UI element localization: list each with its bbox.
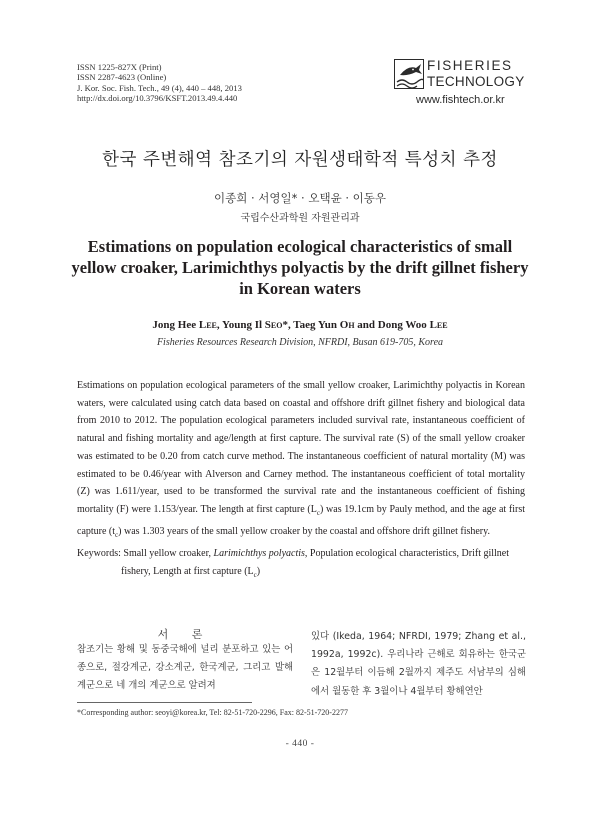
issn-online: ISSN 2287-4623 (Online) bbox=[77, 72, 167, 83]
intro-left-column: 참조기는 황해 및 동중국해에 널리 분포하고 있는 어종으로, 절강계군, 강소계군, 한국계군, 그리고 발해계군으로 네 개의 계군으로 알려져 bbox=[77, 644, 293, 692]
issn-print: ISSN 1225-827X (Print) bbox=[77, 62, 162, 72]
keywords: Keywords: Small yellow croaker, Larimichthys polyactis, Population ecological characteristics, Drift gillnet fishery, Length at first capture $(L_c)$ bbox=[77, 548, 510, 579]
korean-affiliation: 국립수산과학원 자원관리과 bbox=[240, 213, 360, 224]
page-number: - 440 - bbox=[285, 739, 315, 749]
journal-logo bbox=[394, 57, 530, 107]
doi-link[interactable]: http://dx.doi.org/10.3796/KSFT.2013.49.4.440 bbox=[77, 93, 238, 104]
abstract: Estimations on population ecological parameters of the small yellow croaker, Larimichthy polyactis in Korean waters, were calculated using catch data based on coastal and offshore drift gillnet fishery and biological data from 2010 to 2012. The population ecological parameters included survival rate, instantaneous coefficient of natural and fishing mortality and age/length at first capture. The survival rate (S) of the small yellow croaker was estimated to be 0.20 from catch curve method. The instantaneous coefficient of natural mortality (M) was estimated to be 0.46/year with Alverson and Carney method. The instantaneous coefficient of total mortality (Z) was 1.611/year, used to be transformed the survival rate and the instantaneous coefficient of fishing mortality (F) were 1.153/year. The length at first capture $(L_c)$ was 19.1cm by Pauly method, and the age at first capture $(t_c)$ was 1.303 years of the small yellow croaker by the coastal and offshore drift gillnet fishery. bbox=[77, 380, 525, 539]
journal-url[interactable]: www.fishtech.or.kr bbox=[416, 94, 505, 106]
journal-citation: J. Kor. Soc. Fish. Tech., 49 (4), 440 – 448, 2013 bbox=[77, 82, 242, 93]
section-heading-introduction: 서 론 bbox=[157, 628, 213, 641]
fish-in-water-icon bbox=[394, 59, 424, 89]
english-authors: Jong Hee Lee, Young Il Seo*, Taeg Yun Oh and Dong Woo Lee bbox=[152, 319, 448, 331]
logo-line-1: FISHERIES bbox=[427, 58, 513, 73]
journal-meta bbox=[77, 62, 242, 104]
intro-right-column: 있다 (Ikeda, 1964; NFRDI, 1979; Zhang et al., 1992a, 1992c). 우리나라 근해로 회유하는 한국군은 12월부터 이듬해 2월까지 제주도 서남부의 심해에서 월동한 후 3월이나 4월부터 황해연안 bbox=[311, 631, 526, 697]
korean-title: 한국 주변해역 참조기의 자원생태학적 특성치 추정 bbox=[102, 150, 498, 170]
logo-line-2: TECHNOLOGY bbox=[427, 74, 525, 89]
footnote-divider bbox=[77, 702, 252, 703]
english-title: Estimations on population ecological characteristics of small yellow croaker, Larimichthys polyactis by the drift gillnet fishery in Korean waters bbox=[71, 237, 529, 298]
corresponding-author-footnote: *Corresponding author: seoyi@korea.kr, Tel: 82-51-720-2296, Fax: 82-51-720-2277 bbox=[77, 708, 348, 717]
korean-authors: 이종희 · 서영일* · 오택윤 · 이동우 bbox=[214, 191, 386, 205]
keywords-label: Keywords: bbox=[77, 548, 124, 559]
english-affiliation: Fisheries Resources Research Division, NFRDI, Busan 619-705, Korea bbox=[156, 337, 444, 348]
